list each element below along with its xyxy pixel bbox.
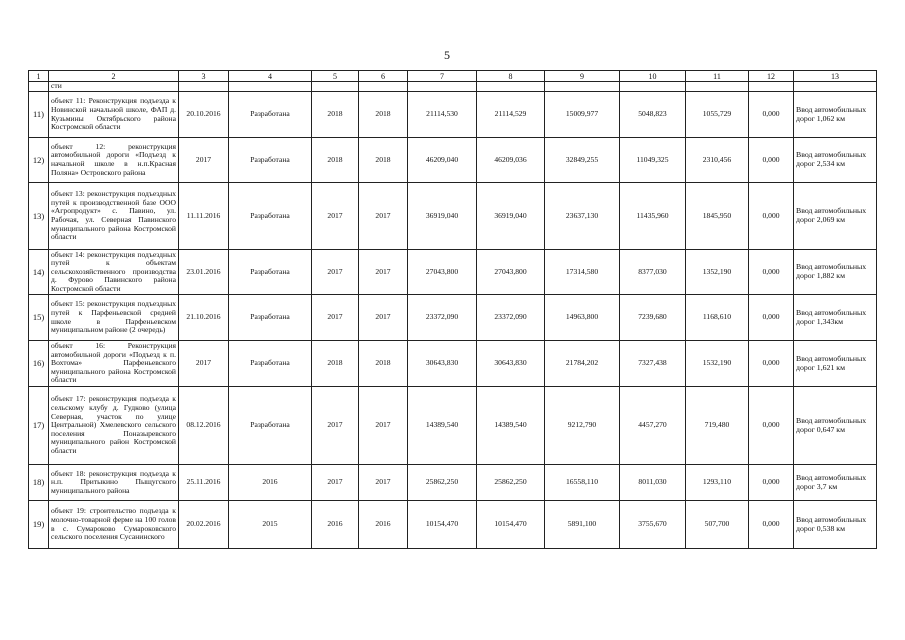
status-cell: 2015 [229,501,312,549]
year-start-cell: 2018 [312,341,359,387]
column-header: 13 [794,71,877,82]
object-name: объект 16: Реконструкция автомобильной дороги «Подъезд к п. Вохтома» Парфеньевского муниципального района Костромской области [49,341,179,387]
year-end-cell: 2016 [359,501,408,549]
value-cell: 0,000 [749,250,794,295]
value-cell: 8011,030 [620,465,686,501]
value-cell: 7327,438 [620,341,686,387]
data-table [28,70,877,549]
value-cell: 10154,470 [477,501,545,549]
table-cell [179,82,229,92]
value-cell: 9212,790 [545,387,620,465]
value-cell: 23637,130 [545,183,620,250]
value-cell: 0,000 [749,92,794,138]
date-cell: 20.02.2016 [179,501,229,549]
value-cell: 5891,100 [545,501,620,549]
column-header: 1 [29,71,49,82]
date-cell: 2017 [179,138,229,183]
value-cell: 25862,250 [408,465,477,501]
date-cell: 23.01.2016 [179,250,229,295]
status-cell: Разработана [229,387,312,465]
table-cell [794,82,877,92]
value-cell: 14389,540 [477,387,545,465]
value-cell: 46209,040 [408,138,477,183]
object-name: объект 13: реконструкция подъездных путей к производственной базе ООО «Агропродукт» с. Павино, ул. Рабочая, ул. Северная Павинского муниципального района Костромской области [49,183,179,250]
date-cell: 20.10.2016 [179,92,229,138]
year-start-cell: 2017 [312,295,359,341]
continuation-row [29,82,877,92]
value-cell: 1055,729 [686,92,749,138]
table-row [29,183,877,250]
column-header: 6 [359,71,408,82]
year-start-cell: 2017 [312,250,359,295]
continuation-text: сти [49,82,179,92]
table-row [29,92,877,138]
table-row [29,250,877,295]
value-cell: 0,000 [749,295,794,341]
value-cell: 36919,040 [408,183,477,250]
table-cell [749,82,794,92]
result-cell: Ввод автомобильных дорог 2,534 км [794,138,877,183]
status-cell: Разработана [229,295,312,341]
row-number: 14) [29,250,49,295]
value-cell: 21114,529 [477,92,545,138]
value-cell: 30643,830 [408,341,477,387]
date-cell: 21.10.2016 [179,295,229,341]
value-cell: 1845,950 [686,183,749,250]
row-number: 17) [29,387,49,465]
column-header: 2 [49,71,179,82]
object-name: объект 19: строительство подъезда к молочно-товарной ферме на 100 голов в с. Сумароково Сумароковского сельского поселения Сусанинского [49,501,179,549]
row-number: 12) [29,138,49,183]
column-header: 4 [229,71,312,82]
value-cell: 21784,202 [545,341,620,387]
column-header: 12 [749,71,794,82]
value-cell: 25862,250 [477,465,545,501]
result-cell: Ввод автомобильных дорог 1,343км [794,295,877,341]
value-cell: 1352,190 [686,250,749,295]
column-header: 3 [179,71,229,82]
date-cell: 2017 [179,341,229,387]
value-cell: 14389,540 [408,387,477,465]
value-cell: 1293,110 [686,465,749,501]
value-cell: 0,000 [749,387,794,465]
table-row [29,295,877,341]
year-start-cell: 2017 [312,183,359,250]
column-header: 9 [545,71,620,82]
value-cell: 23372,090 [477,295,545,341]
year-start-cell: 2018 [312,138,359,183]
date-cell: 08.12.2016 [179,387,229,465]
object-name: объект 17: реконструкция подъезда к сельскому клубу д. Гудково (улица Северная, участок по улице Центральной) Хмелевского сельского поселения Поназыревского муниципального район Костромской области [49,387,179,465]
row-number: 16) [29,341,49,387]
year-end-cell: 2017 [359,387,408,465]
value-cell: 30643,830 [477,341,545,387]
status-cell: Разработана [229,183,312,250]
year-end-cell: 2017 [359,295,408,341]
value-cell: 16558,110 [545,465,620,501]
value-cell: 0,000 [749,501,794,549]
value-cell: 15009,977 [545,92,620,138]
status-cell: Разработана [229,250,312,295]
row-number: 18) [29,465,49,501]
value-cell: 507,700 [686,501,749,549]
year-end-cell: 2017 [359,465,408,501]
result-cell: Ввод автомобильных дорог 0,538 км [794,501,877,549]
object-name: объект 14: реконструкция подъездных путей к объектам сельскохозяйственного производства д. Фурово Павинского района Костромской области [49,250,179,295]
value-cell: 17314,580 [545,250,620,295]
year-start-cell: 2018 [312,92,359,138]
result-cell: Ввод автомобильных дорог 1,062 км [794,92,877,138]
value-cell: 5048,823 [620,92,686,138]
row-number: 13) [29,183,49,250]
table-cell [29,82,49,92]
value-cell: 14963,800 [545,295,620,341]
value-cell: 4457,270 [620,387,686,465]
value-cell: 11049,325 [620,138,686,183]
table-cell [545,82,620,92]
value-cell: 3755,670 [620,501,686,549]
value-cell: 719,480 [686,387,749,465]
column-header: 11 [686,71,749,82]
value-cell: 0,000 [749,465,794,501]
year-end-cell: 2018 [359,138,408,183]
date-cell: 11.11.2016 [179,183,229,250]
object-name: объект 11: Реконструкция подъезда к Новинской начальной школе, ФАП д. Кузьмины Октябрьского района Костромской области [49,92,179,138]
year-end-cell: 2017 [359,250,408,295]
table-row [29,341,877,387]
value-cell: 27043,800 [408,250,477,295]
object-name: объект 12: реконструкция автомобильной дороги «Подъезд к начальной школе в н.п.Красная Поляна» Островского района [49,138,179,183]
value-cell: 2310,456 [686,138,749,183]
table-row [29,465,877,501]
value-cell: 0,000 [749,183,794,250]
value-cell: 7239,680 [620,295,686,341]
table-cell [312,82,359,92]
status-cell: Разработана [229,138,312,183]
status-cell: 2016 [229,465,312,501]
year-end-cell: 2018 [359,92,408,138]
result-cell: Ввод автомобильных дорог 0,647 км [794,387,877,465]
table-row [29,501,877,549]
value-cell: 27043,800 [477,250,545,295]
object-name: объект 18: реконструкция подъезда к н.п. Притыкино Пыщугского муниципального района [49,465,179,501]
table-cell [229,82,312,92]
year-end-cell: 2017 [359,183,408,250]
year-start-cell: 2017 [312,465,359,501]
value-cell: 0,000 [749,138,794,183]
table-cell [620,82,686,92]
value-cell: 21114,530 [408,92,477,138]
row-number: 15) [29,295,49,341]
value-cell: 8377,030 [620,250,686,295]
value-cell: 0,000 [749,341,794,387]
table-cell [359,82,408,92]
table-row [29,138,877,183]
row-number: 19) [29,501,49,549]
value-cell: 11435,960 [620,183,686,250]
column-header: 8 [477,71,545,82]
result-cell: Ввод автомобильных дорог 1,621 км [794,341,877,387]
value-cell: 1168,610 [686,295,749,341]
year-end-cell: 2018 [359,341,408,387]
year-start-cell: 2017 [312,387,359,465]
status-cell: Разработана [229,341,312,387]
year-start-cell: 2016 [312,501,359,549]
result-cell: Ввод автомобильных дорог 3,7 км [794,465,877,501]
value-cell: 46209,036 [477,138,545,183]
date-cell: 25.11.2016 [179,465,229,501]
header-row [29,71,877,82]
result-cell: Ввод автомобильных дорог 2,069 км [794,183,877,250]
table-row [29,387,877,465]
value-cell: 32849,255 [545,138,620,183]
table-cell [477,82,545,92]
result-cell: Ввод автомобильных дорог 1,882 км [794,250,877,295]
table-cell [686,82,749,92]
column-header: 5 [312,71,359,82]
table-cell [408,82,477,92]
column-header: 7 [408,71,477,82]
value-cell: 1532,190 [686,341,749,387]
row-number: 11) [29,92,49,138]
column-header: 10 [620,71,686,82]
value-cell: 23372,090 [408,295,477,341]
value-cell: 10154,470 [408,501,477,549]
status-cell: Разработана [229,92,312,138]
page-number: 5 [444,48,450,62]
object-name: объект 15: реконструкция подъездных путей к Парфеньевской средней школе в Парфеньевском муниципальном районе (2 очередь) [49,295,179,341]
value-cell: 36919,040 [477,183,545,250]
